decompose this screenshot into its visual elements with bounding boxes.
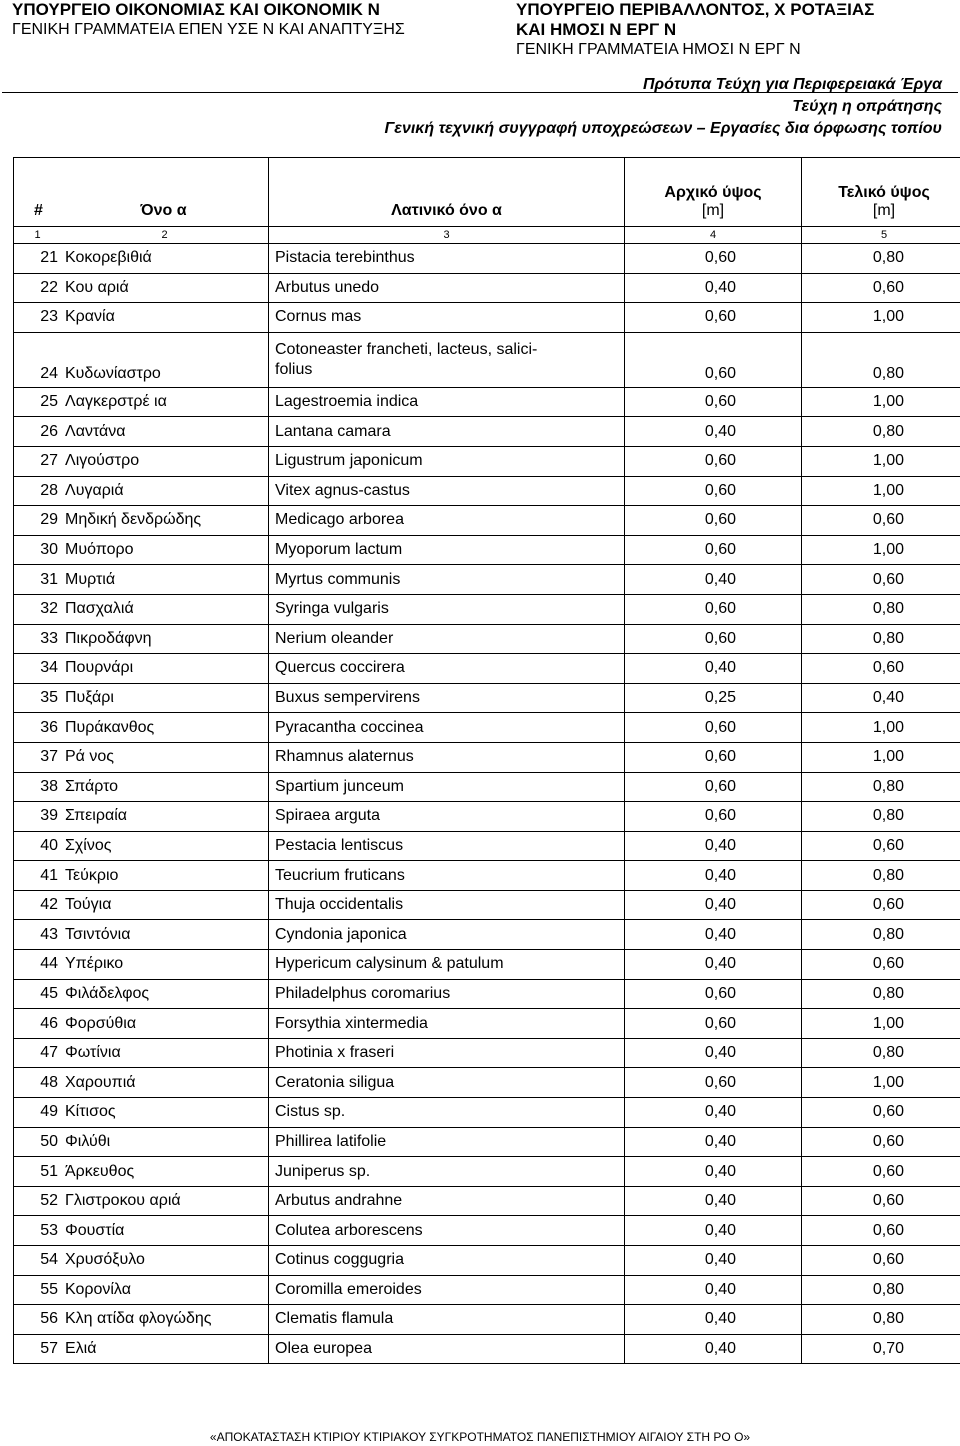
cell-name: Φιλύθι: [61, 1127, 269, 1157]
cell-latin: Photinia x fraseri: [269, 1038, 625, 1068]
cell-name: Σχίνος: [61, 831, 269, 861]
plant-table: [13, 157, 960, 1364]
cell-initial-height: 0,60: [625, 1068, 802, 1098]
cell-final-height: 0,80: [802, 594, 960, 624]
cell-name: Ρά νος: [61, 742, 269, 772]
cell-final-height: 1,00: [802, 535, 960, 565]
table-row: [14, 1246, 960, 1276]
cell-initial-height: 0,60: [625, 1009, 802, 1039]
cell-name: Ελιά: [61, 1334, 269, 1364]
cell-final-height: 0,60: [802, 565, 960, 595]
cell-name: Κίτισος: [61, 1098, 269, 1128]
cell-initial-height: 0,60: [625, 802, 802, 832]
table-row: [14, 506, 960, 536]
table-row: [14, 1305, 960, 1335]
cell-initial-height: 0,40: [625, 1246, 802, 1276]
cell-initial-height: 0,60: [625, 244, 802, 274]
table-row: [14, 654, 960, 684]
cell-latin: Clematis flamula: [269, 1305, 625, 1335]
cell-num: 41: [14, 861, 62, 891]
cell-final-height: 0,80: [802, 624, 960, 654]
cell-latin: Vitex agnus-castus: [269, 476, 625, 506]
cell-num: 29: [14, 506, 62, 536]
cell-final-height: 1,00: [802, 303, 960, 333]
table-row: [14, 303, 960, 333]
cell-num: 54: [14, 1246, 62, 1276]
cell-final-height: 0,80: [802, 861, 960, 891]
cell-final-height: 1,00: [802, 446, 960, 476]
table-row: [14, 1186, 960, 1216]
table-row: [14, 417, 960, 447]
table-row: [14, 1098, 960, 1128]
cell-num: 22: [14, 273, 62, 303]
cell-latin: Colutea arborescens: [269, 1216, 625, 1246]
right-ministry-line1: ΥΠΟΥΡΓΕΙΟ ΠΕΡΙΒΑΛΛΟΝΤΟΣ, Χ ΡΟΤΑΞΙΑΣ: [516, 0, 875, 19]
cell-latin: Coromilla emeroides: [269, 1275, 625, 1305]
cell-initial-height: 0,60: [625, 387, 802, 417]
cell-name: Χρυσόξυλο: [61, 1246, 269, 1276]
cell-name: Κλη ατίδα φλογώδης: [61, 1305, 269, 1335]
column-index: 1: [14, 227, 62, 244]
cell-num: 39: [14, 802, 62, 832]
cell-name: Κυδωνίαστρο: [61, 332, 269, 387]
cell-latin: Myoporum lactum: [269, 535, 625, 565]
cell-final-height: 0,80: [802, 1275, 960, 1305]
cell-name: Σπειραία: [61, 802, 269, 832]
table-row: [14, 476, 960, 506]
cell-initial-height: 0,60: [625, 624, 802, 654]
cell-initial-height: 0,60: [625, 742, 802, 772]
cell-final-height: 0,60: [802, 950, 960, 980]
cell-initial-height: 0,60: [625, 535, 802, 565]
cell-num: 49: [14, 1098, 62, 1128]
cell-final-height: 1,00: [802, 476, 960, 506]
cell-num: 44: [14, 950, 62, 980]
subheader-line3: Γενική τεχνική συγγραφή υποχρεώσεων – Εργασίες δια όρφωσης τοπίου: [384, 120, 942, 137]
cell-num: 51: [14, 1157, 62, 1187]
left-ministry: ΥΠΟΥΡΓΕΙΟ ΟΙΚΟΝΟΜΙΑΣ ΚΑΙ ΟΙΚΟΝΟΜΙΚ Ν: [12, 0, 380, 19]
cell-num: 37: [14, 742, 62, 772]
cell-name: Πυράκανθος: [61, 713, 269, 743]
table-row: [14, 1068, 960, 1098]
table-row: [14, 273, 960, 303]
cell-num: 50: [14, 1127, 62, 1157]
cell-latin: Myrtus communis: [269, 565, 625, 595]
cell-initial-height: 0,60: [625, 506, 802, 536]
table-row: [14, 1216, 960, 1246]
column-index: 2: [61, 227, 269, 244]
cell-name: Πυξάρι: [61, 683, 269, 713]
cell-name: Πουρνάρι: [61, 654, 269, 684]
table-body: [14, 244, 960, 1364]
cell-final-height: 0,60: [802, 831, 960, 861]
cell-latin: Buxus sempervirens: [269, 683, 625, 713]
cell-num: 40: [14, 831, 62, 861]
table-row: [14, 890, 960, 920]
cell-initial-height: 0,40: [625, 950, 802, 980]
cell-initial-height: 0,60: [625, 446, 802, 476]
cell-final-height: 0,60: [802, 1186, 960, 1216]
cell-final-height: 1,00: [802, 1068, 960, 1098]
initial-height-unit: [m]: [701, 202, 725, 219]
cell-name: Κρανία: [61, 303, 269, 333]
cell-name: Πασχαλιά: [61, 594, 269, 624]
cell-latin: Cotinus coggugria: [269, 1246, 625, 1276]
cell-latin: Teucrium fruticans: [269, 861, 625, 891]
table-row: [14, 1275, 960, 1305]
cell-num: 55: [14, 1275, 62, 1305]
col-initial-header: [625, 158, 802, 227]
cell-num: 53: [14, 1216, 62, 1246]
cell-initial-height: 0,25: [625, 683, 802, 713]
cell-name: Λιγούστρο: [61, 446, 269, 476]
cell-initial-height: 0,40: [625, 1186, 802, 1216]
cell-num: 45: [14, 979, 62, 1009]
table-header-row: [14, 158, 960, 227]
latin-line: folius: [275, 360, 313, 378]
cell-initial-height: 0,40: [625, 890, 802, 920]
cell-num: 27: [14, 446, 62, 476]
cell-final-height: 0,80: [802, 979, 960, 1009]
cell-initial-height: 0,40: [625, 273, 802, 303]
cell-num: 42: [14, 890, 62, 920]
cell-num: 32: [14, 594, 62, 624]
cell-initial-height: 0,40: [625, 565, 802, 595]
right-ministry-line2: ΚΑΙ ΗΜΟΣΙ Ν ΕΡΓ Ν: [516, 20, 677, 39]
cell-name: Τούγια: [61, 890, 269, 920]
col-num-header: #: [14, 158, 62, 227]
cell-latin: Spartium junceum: [269, 772, 625, 802]
cell-name: Μυόπορο: [61, 535, 269, 565]
col-final-header: [802, 158, 960, 227]
table-row: [14, 446, 960, 476]
cell-name: Χαρουπιά: [61, 1068, 269, 1098]
cell-latin: Philadelphus coromarius: [269, 979, 625, 1009]
cell-final-height: 0,60: [802, 1216, 960, 1246]
cell-final-height: 0,60: [802, 1098, 960, 1128]
cell-num: 47: [14, 1038, 62, 1068]
table-row: [14, 742, 960, 772]
column-index-row: [14, 227, 960, 244]
cell-initial-height: 0,40: [625, 1157, 802, 1187]
table-row: [14, 861, 960, 891]
cell-initial-height: 0,40: [625, 654, 802, 684]
column-index: 3: [269, 227, 625, 244]
cell-name: Κοκορεβιθιά: [61, 244, 269, 274]
cell-num: 30: [14, 535, 62, 565]
cell-num: 43: [14, 920, 62, 950]
cell-initial-height: 0,40: [625, 1127, 802, 1157]
cell-final-height: 1,00: [802, 742, 960, 772]
cell-final-height: 0,80: [802, 802, 960, 832]
table-row: [14, 979, 960, 1009]
subheader-line1: Πρότυπα Τεύχη για Περιφερειακά Έργα: [642, 76, 942, 93]
cell-latin: Cyndonia japonica: [269, 920, 625, 950]
cell-final-height: 0,80: [802, 332, 960, 387]
cell-latin: Spiraea arguta: [269, 802, 625, 832]
cell-name: Σπάρτο: [61, 772, 269, 802]
cell-initial-height: 0,60: [625, 332, 802, 387]
cell-final-height: 0,60: [802, 654, 960, 684]
cell-name: Μυρτιά: [61, 565, 269, 595]
cell-initial-height: 0,40: [625, 861, 802, 891]
cell-num: 26: [14, 417, 62, 447]
footer-project-title: «ΑΠΟΚΑΤΑΣΤΑΣΗ ΚΤΙΡΙΟΥ ΚΤΙΡΙΑΚΟΥ ΣΥΓΚΡΟΤΗΜΑΤΟΣ ΠΑΝΕΠΙΣΤΗΜΙΟΥ ΑΙΓΑΙΟΥ ΣΤΗ ΡΟ Ο»: [209, 1430, 751, 1444]
left-secretariat: ΓΕΝΙΚΗ ΓΡΑΜΜΑΤΕΙΑ ΕΠΕΝ ΥΣΕ Ν ΚΑΙ ΑΝΑΠΤΥΞΗΣ: [12, 21, 405, 38]
right-secretariat: ΓΕΝΙΚΗ ΓΡΑΜΜΑΤΕΙΑ ΗΜΟΣΙ Ν ΕΡΓ Ν: [516, 41, 801, 58]
table-row: [14, 772, 960, 802]
cell-num: 56: [14, 1305, 62, 1335]
cell-final-height: 0,80: [802, 772, 960, 802]
cell-name: Φουστία: [61, 1216, 269, 1246]
table-row: [14, 535, 960, 565]
table-row: [14, 565, 960, 595]
cell-name: Λυγαριά: [61, 476, 269, 506]
cell-latin: Ligustrum japonicum: [269, 446, 625, 476]
col-latin-header: Λατινικό όνο α: [269, 158, 625, 227]
table-row: [14, 1334, 960, 1364]
cell-num: 21: [14, 244, 62, 274]
table-row: [14, 624, 960, 654]
cell-final-height: 1,00: [802, 713, 960, 743]
table-row: [14, 920, 960, 950]
cell-latin: Cistus sp.: [269, 1098, 625, 1128]
cell-initial-height: 0,60: [625, 713, 802, 743]
cell-latin: Forsythia xintermedia: [269, 1009, 625, 1039]
cell-latin: Hypericum calysinum & patulum: [269, 950, 625, 980]
cell-initial-height: 0,40: [625, 1038, 802, 1068]
cell-initial-height: 0,40: [625, 1275, 802, 1305]
cell-latin: Olea europea: [269, 1334, 625, 1364]
cell-latin: Quercus coccirera: [269, 654, 625, 684]
cell-initial-height: 0,60: [625, 594, 802, 624]
cell-latin: Phillirea latifolie: [269, 1127, 625, 1157]
cell-final-height: 0,80: [802, 244, 960, 274]
cell-initial-height: 0,40: [625, 1098, 802, 1128]
table-row: [14, 1157, 960, 1187]
cell-initial-height: 0,60: [625, 979, 802, 1009]
cell-name: Μηδική δενδρώδης: [61, 506, 269, 536]
table-row: [14, 1038, 960, 1068]
table-row: [14, 683, 960, 713]
cell-initial-height: 0,40: [625, 920, 802, 950]
cell-final-height: 0,60: [802, 273, 960, 303]
table-row: [14, 594, 960, 624]
cell-final-height: 0,70: [802, 1334, 960, 1364]
cell-final-height: 0,80: [802, 417, 960, 447]
final-height-unit: [m]: [872, 202, 896, 219]
cell-initial-height: 0,40: [625, 1216, 802, 1246]
table-row: [14, 950, 960, 980]
cell-name: Γλιστροκου αριά: [61, 1186, 269, 1216]
cell-num: 46: [14, 1009, 62, 1039]
final-height-label: Τελικό ύψος: [838, 184, 930, 201]
cell-latin: Pestacia lentiscus: [269, 831, 625, 861]
cell-initial-height: 0,60: [625, 772, 802, 802]
col-name-header: Όνο α: [61, 158, 269, 227]
cell-final-height: 1,00: [802, 387, 960, 417]
table-row: [14, 332, 960, 387]
cell-final-height: 0,80: [802, 1038, 960, 1068]
header-left: [12, 0, 492, 40]
cell-latin: Juniperus sp.: [269, 1157, 625, 1187]
cell-initial-height: 0,40: [625, 1334, 802, 1364]
cell-latin: Pistacia terebinthus: [269, 244, 625, 274]
cell-num: 34: [14, 654, 62, 684]
cell-latin: Nerium oleander: [269, 624, 625, 654]
cell-final-height: 0,40: [802, 683, 960, 713]
cell-name: Λαγκερστρέ ια: [61, 387, 269, 417]
cell-num: 25: [14, 387, 62, 417]
cell-num: 33: [14, 624, 62, 654]
cell-final-height: 0,60: [802, 890, 960, 920]
cell-latin: Cornus mas: [269, 303, 625, 333]
cell-initial-height: 0,40: [625, 417, 802, 447]
cell-name: Τεύκριο: [61, 861, 269, 891]
table-row: [14, 713, 960, 743]
cell-num: 23: [14, 303, 62, 333]
cell-latin: Lantana camara: [269, 417, 625, 447]
cell-final-height: 0,80: [802, 1305, 960, 1335]
cell-name: Φορσύθια: [61, 1009, 269, 1039]
cell-latin: Arbutus unedo: [269, 273, 625, 303]
cell-initial-height: 0,60: [625, 476, 802, 506]
cell-initial-height: 0,60: [625, 303, 802, 333]
latin-line: Cotoneaster francheti, lacteus, salici-: [275, 340, 538, 358]
cell-num: 38: [14, 772, 62, 802]
cell-name: Λαντάνα: [61, 417, 269, 447]
column-index: 5: [802, 227, 960, 244]
cell-final-height: 0,60: [802, 1157, 960, 1187]
cell-name: Φιλάδελφος: [61, 979, 269, 1009]
cell-num: 31: [14, 565, 62, 595]
cell-final-height: 0,60: [802, 1127, 960, 1157]
cell-num: 36: [14, 713, 62, 743]
cell-latin: Lagestroemia indica: [269, 387, 625, 417]
cell-initial-height: 0,40: [625, 831, 802, 861]
cell-final-height: 0,60: [802, 506, 960, 536]
cell-latin: Thuja occidentalis: [269, 890, 625, 920]
cell-num: 48: [14, 1068, 62, 1098]
cell-latin: Syringa vulgaris: [269, 594, 625, 624]
cell-name: Κορονίλα: [61, 1275, 269, 1305]
cell-latin: Ceratonia siligua: [269, 1068, 625, 1098]
cell-latin: [269, 332, 625, 387]
cell-final-height: 0,60: [802, 1246, 960, 1276]
table-row: [14, 1127, 960, 1157]
initial-height-label: Αρχικό ύψος: [664, 184, 762, 201]
cell-latin: Pyracantha coccinea: [269, 713, 625, 743]
header-right: [516, 0, 956, 60]
cell-num: 35: [14, 683, 62, 713]
table-row: [14, 802, 960, 832]
cell-num: 57: [14, 1334, 62, 1364]
cell-latin: Rhamnus alaternus: [269, 742, 625, 772]
cell-initial-height: 0,40: [625, 1305, 802, 1335]
cell-num: 52: [14, 1186, 62, 1216]
table-row: [14, 831, 960, 861]
cell-name: Υπέρικο: [61, 950, 269, 980]
cell-name: Κου αριά: [61, 273, 269, 303]
cell-latin: Arbutus andrahne: [269, 1186, 625, 1216]
cell-name: Τσιντόνια: [61, 920, 269, 950]
table-row: [14, 387, 960, 417]
cell-num: 24: [14, 332, 62, 387]
table-row: [14, 244, 960, 274]
cell-final-height: 1,00: [802, 1009, 960, 1039]
cell-final-height: 0,80: [802, 920, 960, 950]
cell-name: Φωτίνια: [61, 1038, 269, 1068]
cell-latin: Medicago arborea: [269, 506, 625, 536]
cell-num: 28: [14, 476, 62, 506]
table-row: [14, 1009, 960, 1039]
cell-name: Άρκευθος: [61, 1157, 269, 1187]
cell-name: Πικροδάφνη: [61, 624, 269, 654]
column-index: 4: [625, 227, 802, 244]
subheader-line2: Τεύχη η οπράτησης: [792, 98, 942, 115]
